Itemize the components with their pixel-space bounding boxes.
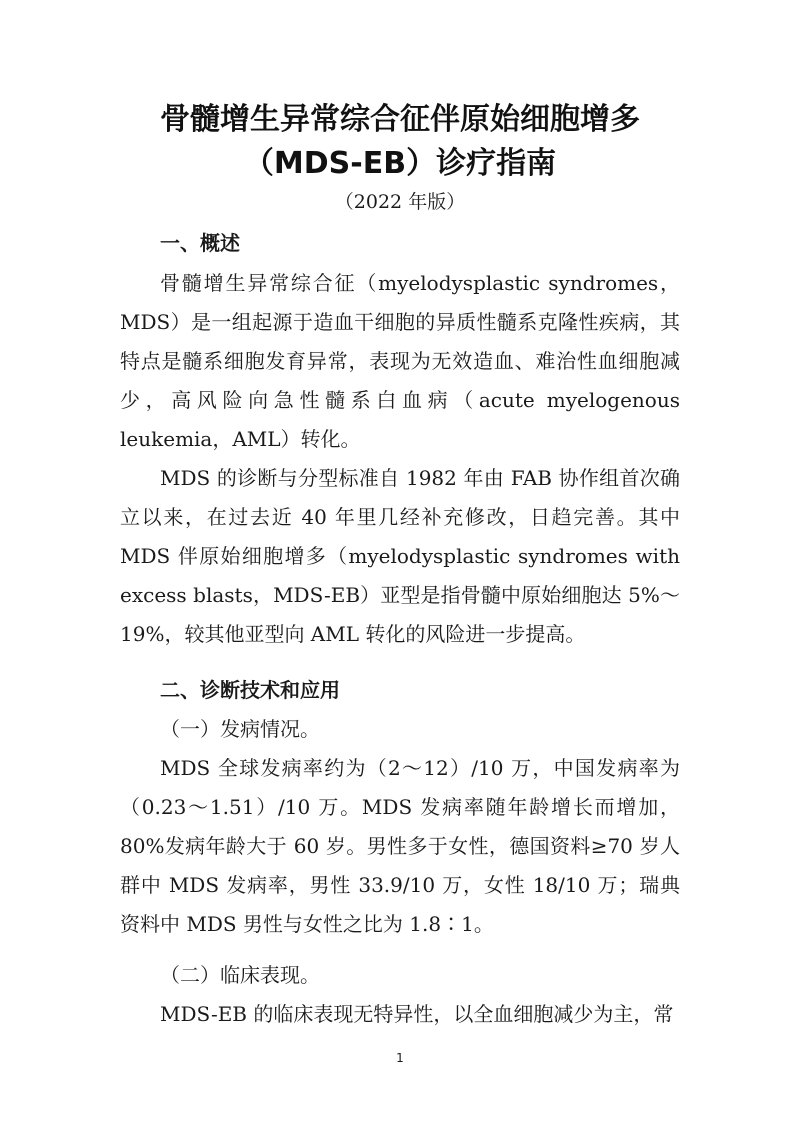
section-heading-overview: 一、概述 [160, 231, 240, 255]
document-title-line2: （MDS-EB）诊疗指南 [243, 146, 557, 181]
subsection-heading-clinical: （二）临床表现。 [160, 963, 320, 987]
edition-label: （2022 年版） [334, 191, 466, 213]
section-heading-diagnosis: 二、诊断技术和应用 [160, 678, 340, 702]
paragraph-incidence: MDS 全球发病率约为（2～12）/10 万，中国发病率为（0.23～1.51）/10 万。MDS 发病率随年龄增长而增加，80%发病年龄大于 60 岁。男性多于女性，德国资料≥70 岁人群中 MDS 发病率，男性 33.9/10 万，女性 18/10 万；瑞典资料中 MDS 男性与女性之比为 1.8∶1。 [120, 756, 680, 936]
subsection-heading-incidence: （一）发病情况。 [160, 717, 320, 741]
paragraph-clinical: MDS-EB 的临床表现无特异性，以全血细胞减少为主，常 [160, 1002, 674, 1026]
paragraph-overview-definition: 骨髓增生异常综合征（myelodysplastic syndromes，MDS）是一组起源于造血干细胞的异质性髓系克隆性疾病，其特点是髓系细胞发育异常，表现为无效造血、难治性血细胞减少，高风险向急性髓系白血病（acute myelogenous leukemia，AML）转化。 [120, 271, 680, 451]
page-number: 1 [396, 1051, 404, 1065]
document-title-line1: 骨髓增生异常综合征伴原始细胞增多 [160, 102, 640, 137]
paragraph-overview-classification: MDS 的诊断与分型标准自 1982 年由 FAB 协作组首次确立以来，在过去近 40 年里几经补充修改，日趋完善。其中 MDS 伴原始细胞增多（myelodysplastic syndromes with excess blasts，MDS-EB）亚型是指骨髓中原始细胞达 5%～19%，较其他亚型向 AML 转化的风险进一步提高。 [120, 466, 680, 646]
